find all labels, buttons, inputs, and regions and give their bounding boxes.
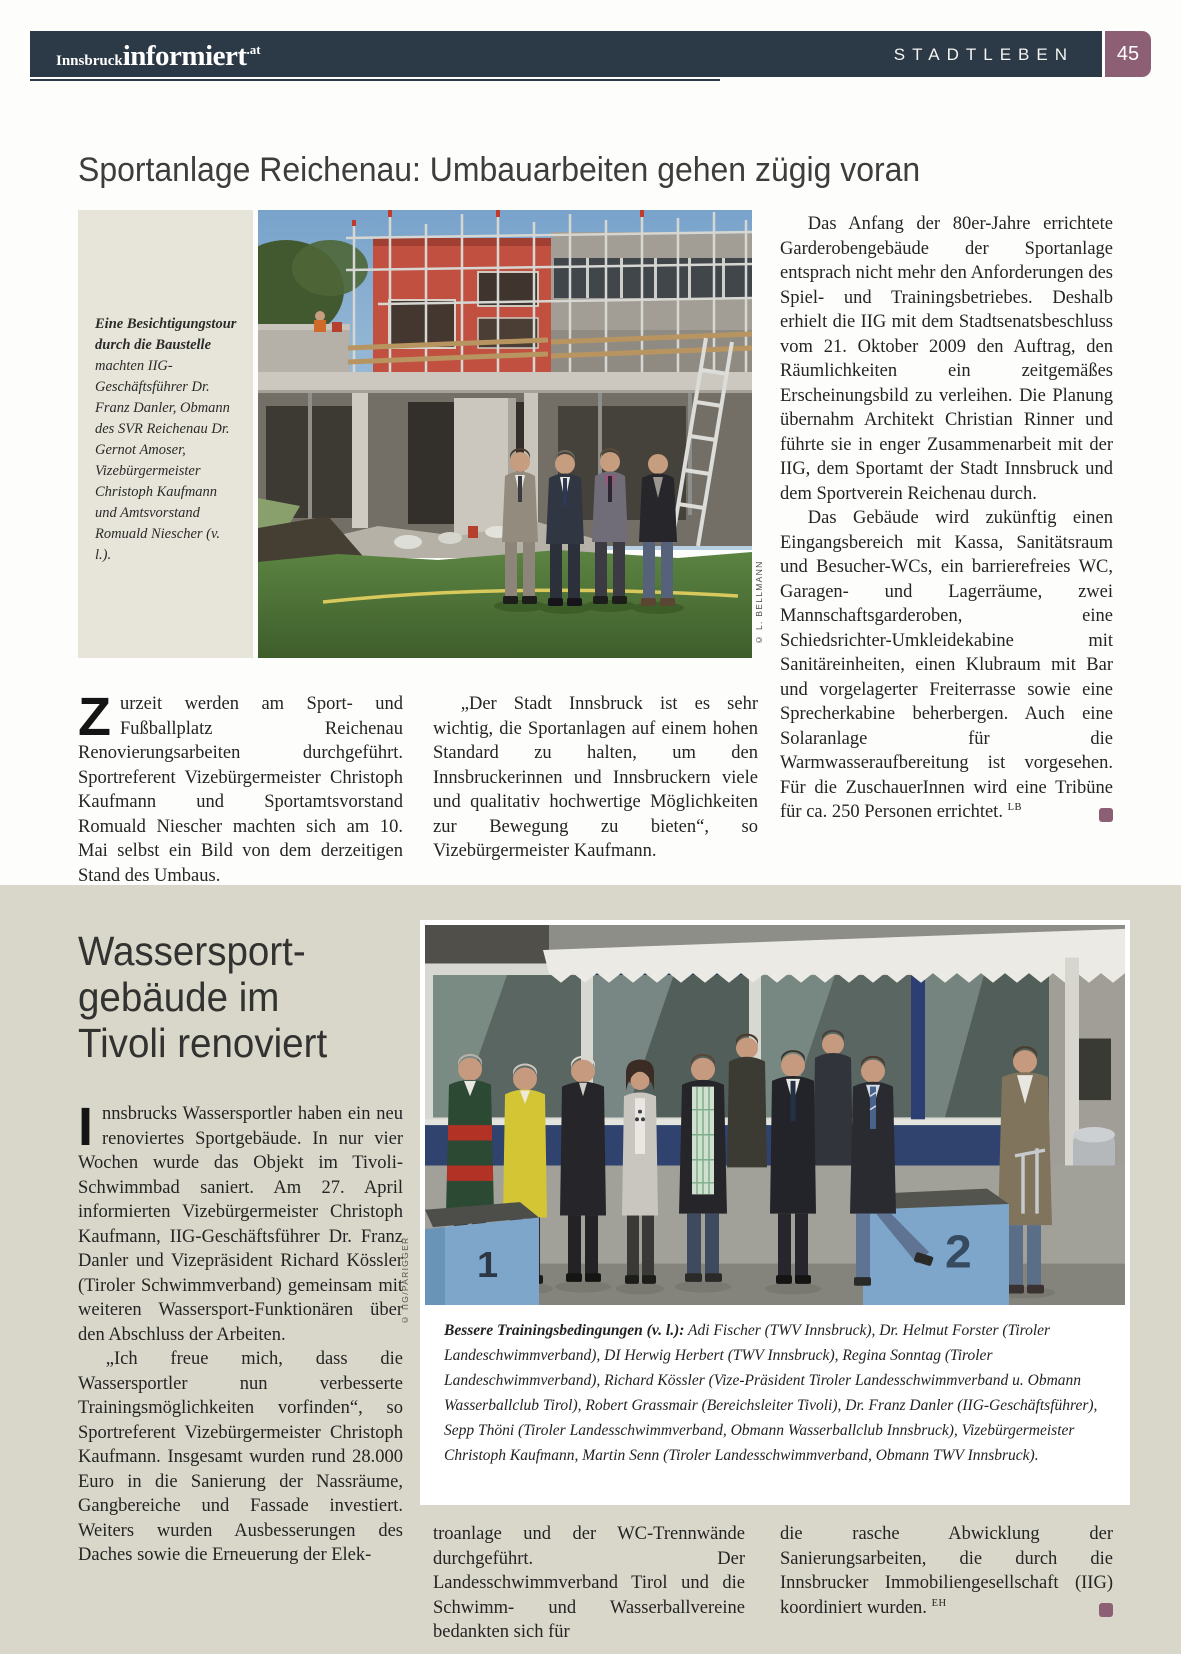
article1-col3-para1: Das Anfang der 80er-Jahre errichtete Garderobengebäude der Sportanlage entsprach nicht mehr den Anforderungen des Spiel- und Trainingsbetriebes. Deshalb erhielt die IIG mit dem Stadtsenatsbeschluss vom 21. Oktober 2009 den Auftrag, den Räumlichkeiten ein zeitgemäßes Erscheinungsbild zu verleihen. Die Planung übernahm Architekt Christian Rinner und führte sie in enger Zusammenarbeit mit der IIG, dem Sportamt der Stadt Innsbruck und dem Sportverein Reichenau durch.	[780, 214, 1113, 504]
masthead-bar	[30, 31, 1102, 77]
dropcap-i: I	[78, 1097, 94, 1157]
header-rule	[30, 79, 720, 81]
article1-col2	[433, 692, 758, 864]
section-label: STADTLEBEN	[893, 45, 1074, 64]
article1-caption-box	[78, 210, 253, 658]
construction-photo-svg	[258, 210, 752, 658]
article1-col2-text: „Der Stadt Innsbruck ist es sehr wichtig, die Sportanlagen auf einem hohen Standard zu halten, um den Innsbruckerinnen und Innsbruckern viele und qualitativ hochwertige Möglichkeiten zur Bewegung zu bieten“, so Vizebürgermeister Kaufmann.	[433, 694, 758, 861]
caption2-rest: Adi Fischer (TWV Innsbruck), Dr. Helmut Forster (Tiroler Landeschwimmverband), DI Herwig Herbert (TWV Innsbruck), Regina Sonntag (Tiroler Landeschwimmverband), Richard Kössler (Vize-Präsident Tiroler Landesschwimmverband u. Obmann Wasserballclub Tirol), Robert Grassmair (Bereichsleiter Tivoli), Dr. Franz Danler (IIG-Geschäftsführer), Sepp Thöni (Tiroler Landesschwimmverband, Obmann Wasserballclub Innsbruck), Vizebürgermeister Christoph Kaufmann, Martin Senn (Tiroler Landesschwimmverband, Obmann TWV Innsbruck).	[444, 1322, 1098, 1464]
article2-bottom-col2-para	[780, 1522, 1113, 1620]
start-block-number-2: 2	[945, 1225, 972, 1278]
page-number: 45	[1105, 31, 1151, 77]
article1-headline: Sportanlage Reichenau: Umbauarbeiten gehen zügig voran	[78, 151, 921, 189]
article2-bottom-col1-text: troanlage und der WC-Trennwände durchgeführt. Der Landesschwimmverband Tirol und die Schwimm- und Wasserballvereine bedankten sich für	[433, 1524, 745, 1642]
photo-credit-2: © IIG/PARIGGER	[400, 1236, 410, 1325]
article1-col3	[780, 212, 1113, 825]
article1-col1-text: urzeit werden am Sport- und Fußballplatz Reichenau Renovierungsarbeiten durchgeführt. Sportreferent Vizebürgermeister Christoph Kaufmann und Sportamtsvorstand Romuald Niescher machten sich am 10. Mai selbst ein Bild von dem derzeitigen Stand des Umbaus.	[78, 694, 403, 886]
article1-caption	[78, 210, 253, 566]
author-initials-1: LB	[1007, 802, 1022, 813]
article2-headline-line2: gebäude im	[78, 974, 280, 1020]
caption-rest: machten IIG-Geschäftsführer Dr. Franz Danler, Obmann des SVR Reichenau Dr. Gernot Amoser, Vizebürgermeister Christoph Kaufmann und Amtsvorstand Romuald Niescher (v. l.).	[95, 358, 230, 563]
deck-slab	[258, 372, 752, 392]
deck-edge	[258, 390, 752, 393]
caption-lead: Eine Besichtigungstour durch die Baustelle	[95, 316, 237, 353]
construction-photo	[258, 210, 752, 658]
start-block-number-1: 1	[477, 1243, 499, 1285]
author-initials-2: EH	[931, 1597, 947, 1609]
brand-suffix: .at	[246, 42, 261, 57]
brand-logo	[56, 40, 261, 73]
photo-credit-1: © L. BELLMANN	[754, 560, 764, 645]
article2-caption	[444, 1318, 1106, 1468]
end-marker-square-2	[1099, 1603, 1113, 1617]
article2-headline-line1: Wassersport-	[78, 928, 306, 974]
end-marker-square-1	[1099, 808, 1113, 822]
article2-body	[78, 1097, 403, 1568]
article1-col3-para2	[780, 506, 1113, 825]
article1-col3-para2-text: Das Gebäude wird zukünftig einen Eingangsbereich mit Kassa, Sanitätsraum und Besucher-WCs, ein barrierefreies WC, Garagen- und Lagerräume, zwei Mannschaftsgarderoben, eine Schiedsrichter-Umkleidekabine mit Sanitäreinheiten, einen Klubraum mit Bar und vorgelagerter Freiterrasse sowie eine Sprecherkabine beherbergen. Auch eine Solaranlage für die Warmwasseraufbereitung ist vorgesehen. Für die ZuschauerInnen wird eine Tribüne für ca. 250 Personen errichtet.	[780, 508, 1113, 822]
photo-card	[420, 920, 1130, 1505]
start-block-left	[425, 1202, 539, 1305]
article1-col1	[78, 687, 403, 888]
article2-bottom-col2-text: die rasche Abwicklung der Sanierungsarbeiten, die durch die Innsbrucker Immobiliengesellschaft (IIG) koordiniert wurden.	[780, 1524, 1113, 1618]
roof-left	[425, 925, 549, 967]
brand-main: informiert	[122, 40, 247, 72]
pool-photo-svg	[425, 925, 1125, 1305]
article2-para1: nnsbrucks Wassersportler haben ein neu renoviertes Sportgebäude. In nur vier Wochen wurde das Objekt im Tivoli-Schwimmbad saniert. Am 27. April informierten Vizebürgermeister Christoph Kaufmann, IIG-Geschäftsführer Dr. Franz Danler und Vizepräsident Richard Kössler (Tiroler Schwimmverband) gemeinsam mit weiteren Wassersport-Funktionären über den Abschluss der Arbeiten.	[78, 1104, 403, 1345]
article2-headline-line3: Tivoli renoviert	[78, 1020, 328, 1066]
article2-headline	[78, 928, 416, 1066]
brand-top: Innsbruck	[56, 53, 123, 69]
article2-bottom-col1	[433, 1522, 745, 1645]
dropcap-z: Z	[78, 687, 111, 747]
article2-para2: „Ich freue mich, dass die Wassersportler nun verbesserte Trainingsmöglichkeiten vorfinden“, so Sportreferent Vizebürgermeister Christoph Kaufmann. Insgesamt wurden rund 28.000 Euro in die Sanierung der Nassräume, Gangbereiche und Fassade investiert. Weiters wurden Ausbesserungen des Daches sowie die Erneuerung der Elek-	[78, 1349, 403, 1565]
caption2-lead: Bessere Trainingsbedingungen (v. l.):	[444, 1322, 685, 1339]
pool-photo	[425, 925, 1125, 1305]
article2-bottom-col2	[780, 1522, 1113, 1620]
